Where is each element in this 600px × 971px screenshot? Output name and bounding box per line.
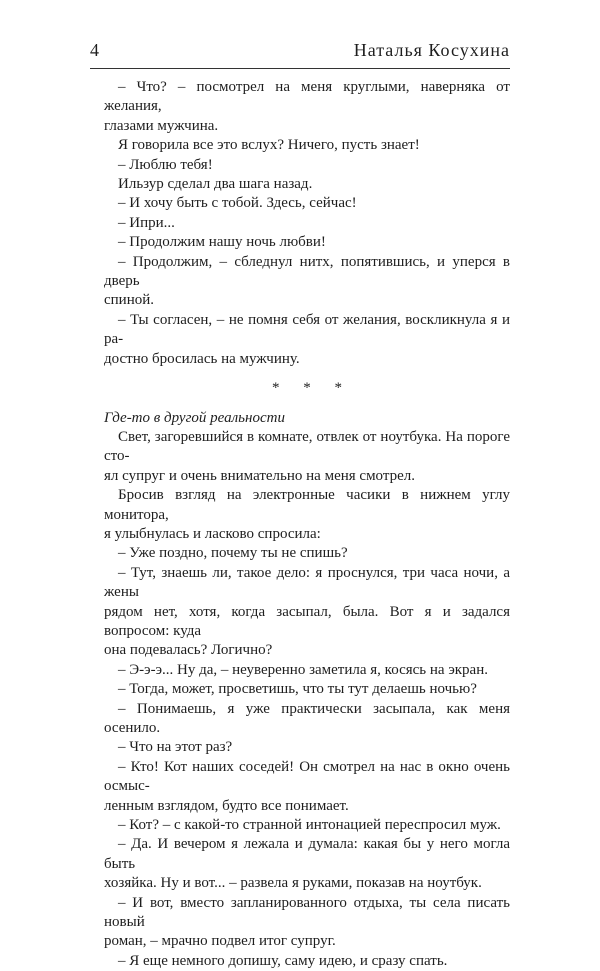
text-line: – Кто! Кот наших соседей! Он смотрел на нас в окно очень осмыс- bbox=[104, 758, 510, 795]
text-line: глазами мужчина. bbox=[104, 117, 219, 134]
text-line: – Э-э-э... Ну да, – неуверенно заметила я, косясь на экран. bbox=[118, 661, 488, 678]
text-line: – Тогда, может, просветишь, что ты тут делаешь ночью? bbox=[118, 681, 477, 698]
text-line: она подевалась? Логично? bbox=[104, 642, 273, 659]
running-title-author: Наталья Косухина bbox=[353, 40, 510, 60]
text-line: – Я еще немного допишу, саму идею, и сразу спать. bbox=[118, 952, 448, 969]
page-header bbox=[90, 38, 510, 68]
text-line: – Тут, знаешь ли, такое дело: я проснулся, три часа ночи, а жены bbox=[104, 564, 510, 601]
text-line: – Продолжим, – сбледнул нитх, попятившись, и уперся в дверь bbox=[104, 253, 510, 290]
text-line: – Что на этот раз? bbox=[118, 739, 233, 756]
text-line: Свет, загоревшийся в комнате, отвлек от ноутбука. На пороге сто- bbox=[104, 428, 510, 465]
text-line: спиной. bbox=[104, 292, 155, 309]
text-line: – Ипри... bbox=[118, 214, 175, 231]
text-line: – И хочу быть с тобой. Здесь, сейчас! bbox=[118, 195, 357, 212]
text-line: ял супруг и очень внимательно на меня смотрел. bbox=[104, 467, 415, 484]
text-line: ленным взглядом, будто все понимает. bbox=[104, 797, 349, 814]
text-line: Я говорила все это вслух? Ничего, пусть знает! bbox=[118, 137, 420, 154]
text-line: – Понимаешь, я уже практически засыпала, как меня осенило. bbox=[104, 700, 510, 736]
section-title: Где-то в другой реальности bbox=[104, 409, 285, 426]
text-line: Ильзур сделал два шага назад. bbox=[118, 176, 313, 193]
text-line: достно бросилась на мужчину. bbox=[104, 350, 300, 367]
text-line: хозяйка. Ну и вот... – развела я руками, показав на ноутбук. bbox=[104, 875, 482, 892]
body-text bbox=[104, 78, 510, 971]
text-line: – Люблю тебя! bbox=[118, 156, 213, 173]
text-line: роман, – мрачно подвел итог супруг. bbox=[104, 933, 336, 950]
text-line: – Продолжим нашу ночь любви! bbox=[118, 234, 326, 251]
text-line: – Кот? – с какой-то странной интонацией переспросил муж. bbox=[118, 817, 501, 834]
text-line: – Да. И вечером я лежала и думала: какая бы у него могла быть bbox=[104, 836, 510, 872]
header-rule bbox=[90, 68, 510, 69]
text-line: рядом нет, хотя, когда засыпал, была. Вот я и задался вопросом: куда bbox=[104, 603, 510, 639]
page-number: 4 bbox=[90, 40, 100, 60]
text-line: Бросив взгляд на электронные часики в нижнем углу монитора, bbox=[104, 487, 510, 523]
section-separator: * * * bbox=[272, 380, 352, 397]
text-line: я улыбнулась и ласково спросила: bbox=[104, 525, 321, 542]
text-line: – Что? – посмотрел на меня круглыми, наверняка от желания, bbox=[104, 79, 510, 115]
text-line: – Уже поздно, почему ты не спишь? bbox=[118, 545, 348, 562]
text-line: – И вот, вместо запланированного отдыха, ты села писать новый bbox=[104, 894, 510, 931]
text-line: – Ты согласен, – не помня себя от желания, воскликнула я и ра- bbox=[104, 311, 510, 348]
